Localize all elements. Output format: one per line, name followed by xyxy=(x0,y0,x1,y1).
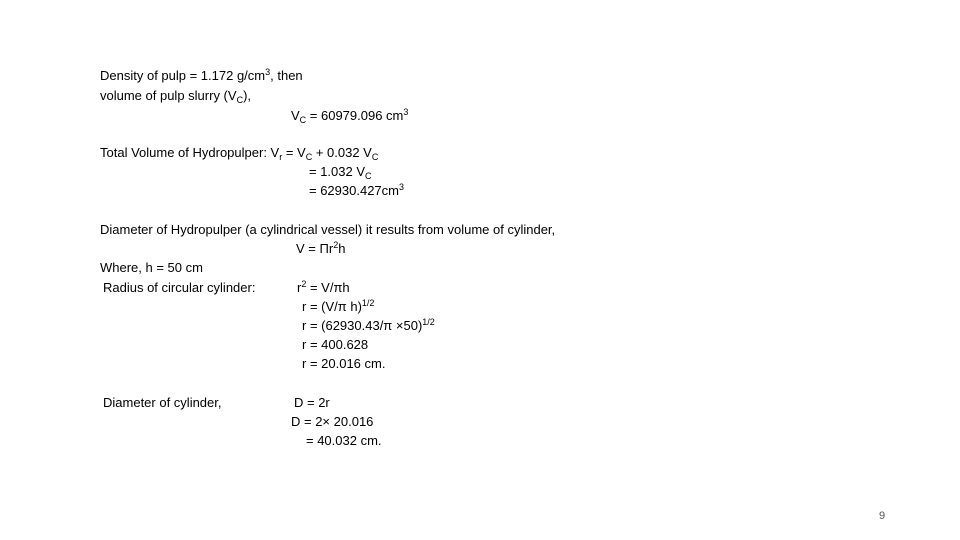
height-given: Where, h = 50 cm xyxy=(100,260,203,275)
diameter-intro: Diameter of Hydropulper (a cylindrical vessel) it results from volume of cylinder, xyxy=(100,222,556,237)
diameter-step2: D = 2× 20.016 xyxy=(291,414,374,429)
slurry-volume-line: volume of pulp slurry $(V_C)$, xyxy=(100,88,252,105)
radius-label: Radius of circular cylinder: xyxy=(103,280,256,295)
cylinder-volume-formula: $V = \Pi r^2h$ xyxy=(296,240,346,256)
diameter-result: = 40.032 cm. xyxy=(306,433,382,448)
radius-result: r = 20.016 cm. xyxy=(302,356,386,371)
radius-step4: r = 400.628 xyxy=(302,337,369,352)
diameter-step1: D = 2r xyxy=(294,395,330,410)
density-line: Density of pulp = 1.172 $g/cm^3$, then xyxy=(100,67,303,83)
page-number: 9 xyxy=(879,510,886,522)
vc-result-line: $V_C = 60979.096$ $cm^3$ xyxy=(291,107,409,125)
radius-step3: $r = (62930.43/\pi \times 50)^{1/2}$ xyxy=(302,317,435,333)
diameter-label: Diameter of cylinder, xyxy=(103,395,222,410)
total-volume-step3: = $62930.427cm^3$ xyxy=(309,182,404,198)
total-volume-line: Total Volume of Hydropulper: $V_r = V_C + 0.032$ $V_C$ xyxy=(100,145,379,162)
radius-step1: $r^2 = V/\pi h$ xyxy=(297,279,350,295)
radius-step2: r = (V/π h)$^{1/2}$ xyxy=(302,298,375,314)
total-volume-step2: = 1.032 $V_C$ xyxy=(309,164,372,181)
